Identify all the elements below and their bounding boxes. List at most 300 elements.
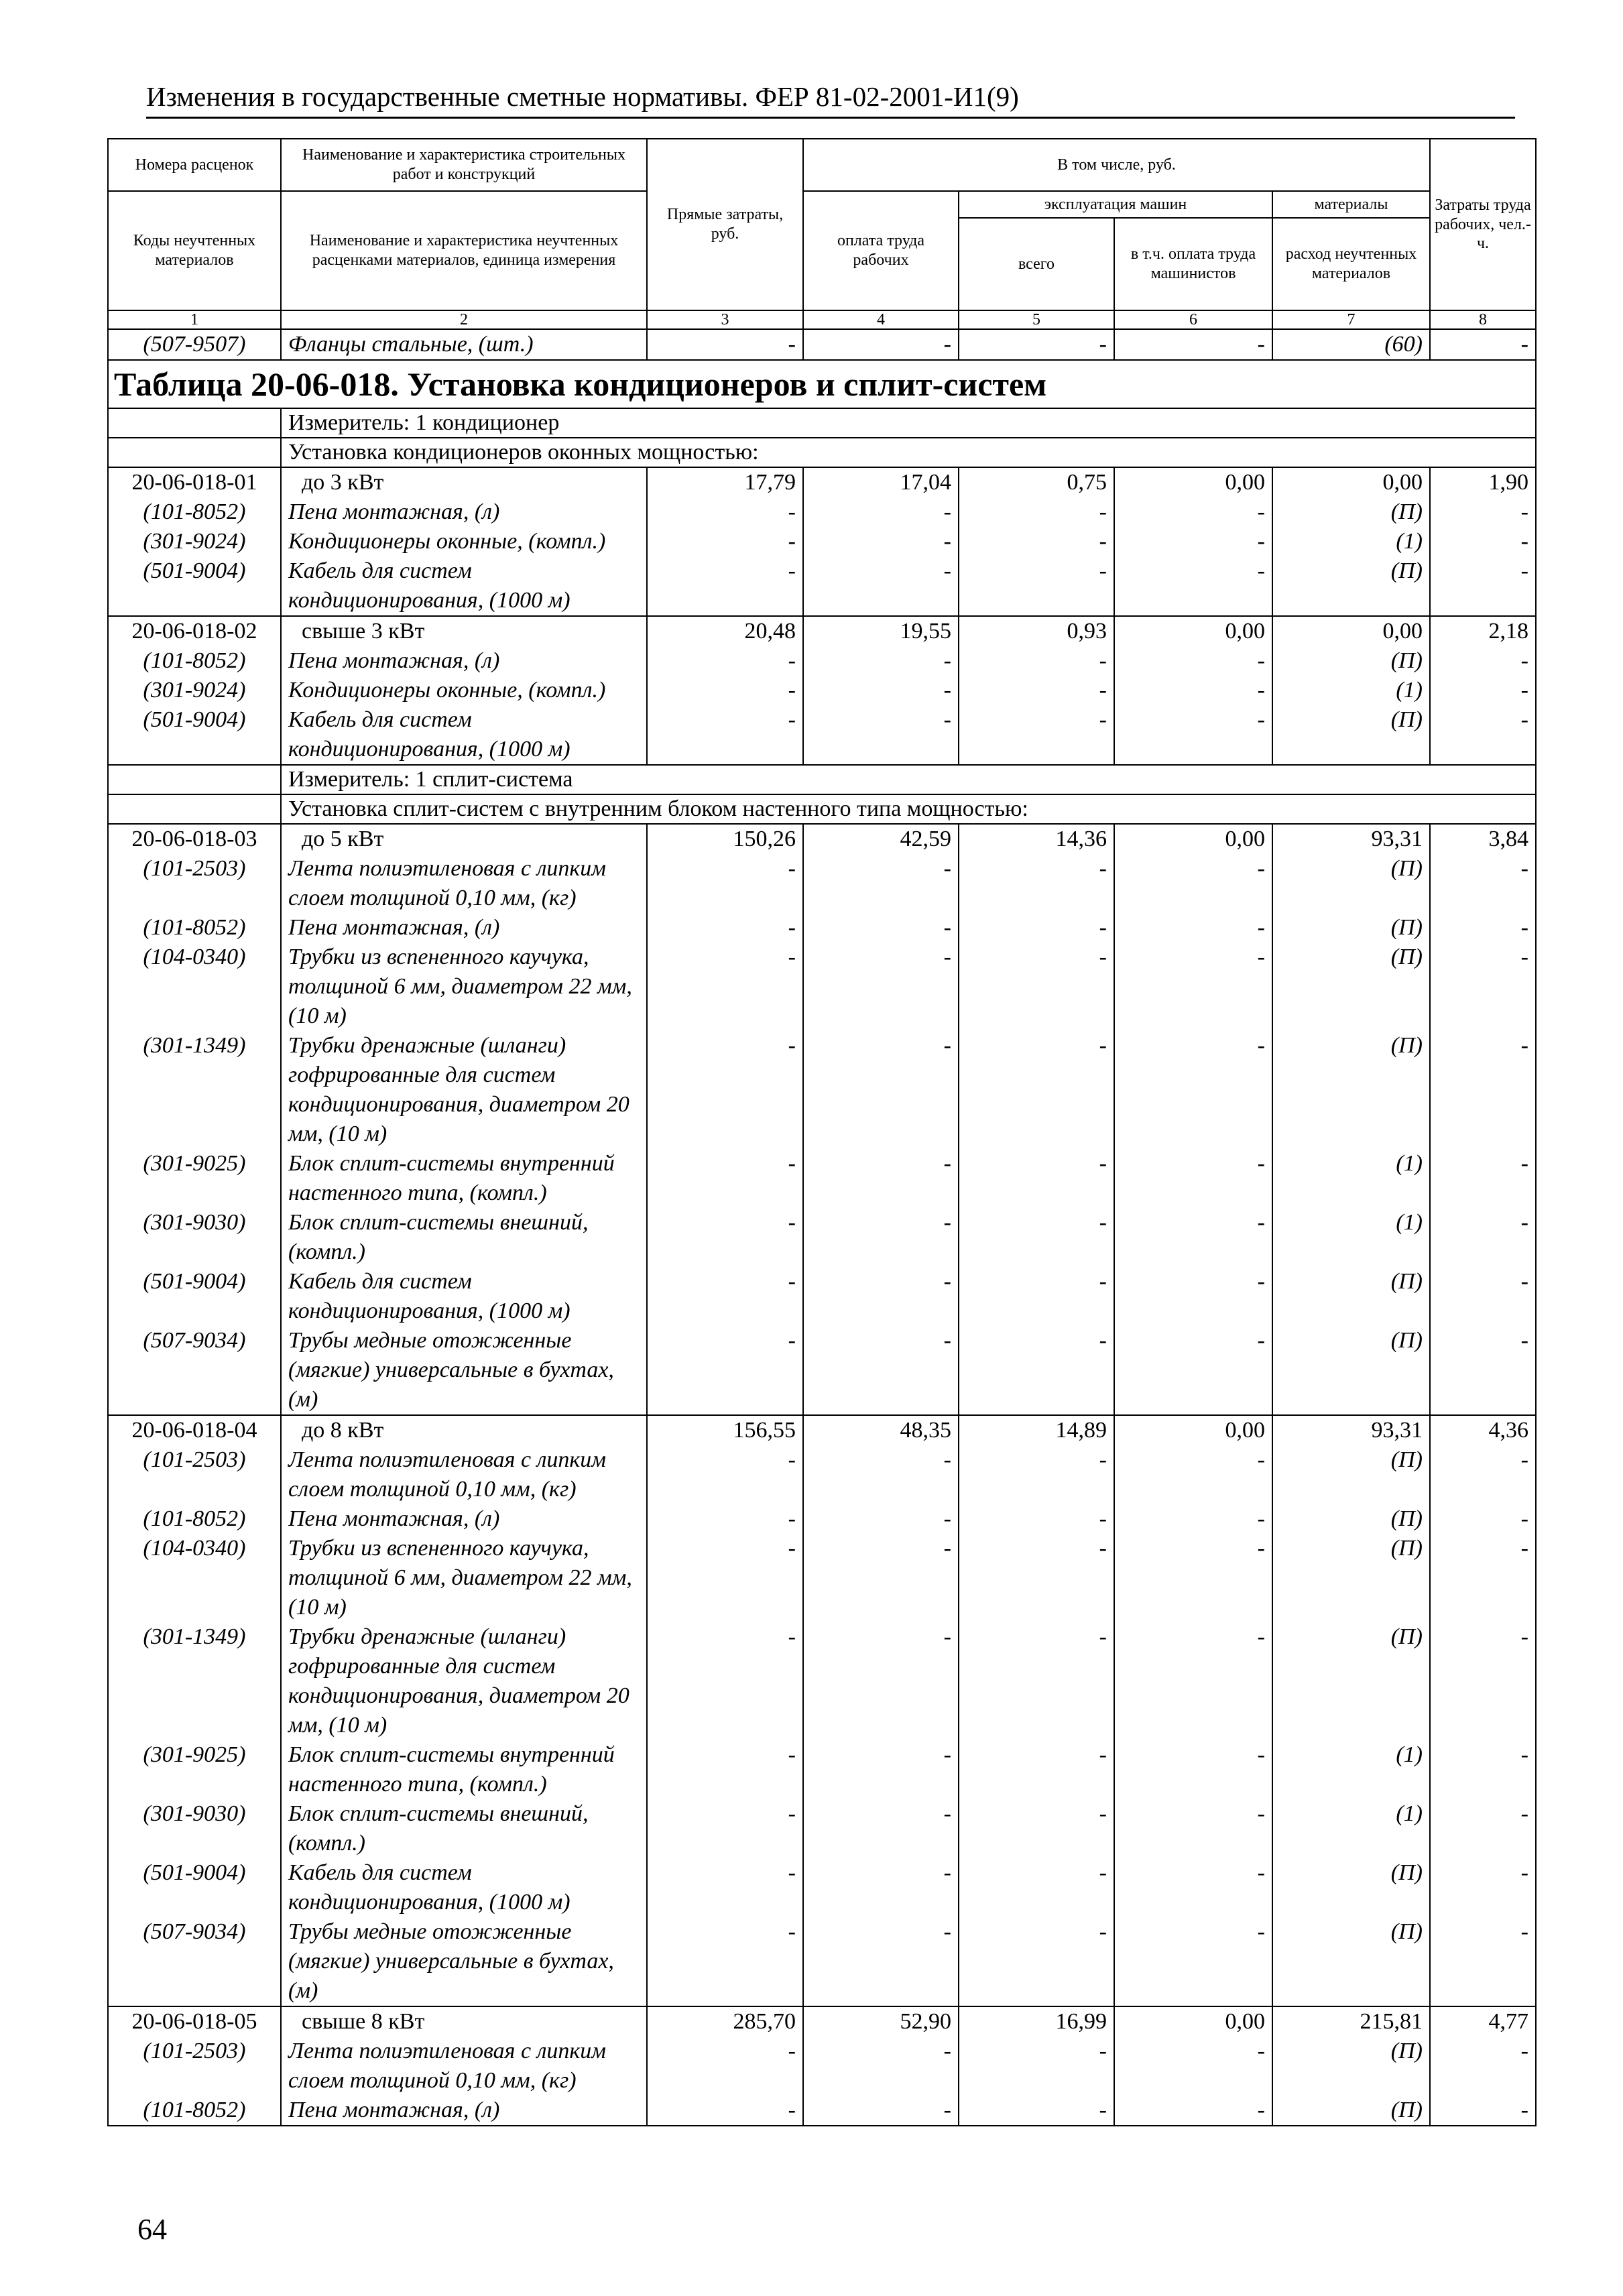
value-cell: - — [959, 1858, 1114, 1917]
value-cell: 4,36 — [1430, 1415, 1536, 1445]
material-row — [108, 943, 1536, 1031]
value-cell: 0,00 — [1114, 616, 1272, 646]
value-cell: - — [1430, 497, 1536, 527]
value-cell: (П) — [1272, 1445, 1430, 1504]
value-cell: - — [803, 1534, 959, 1622]
value-cell: (П) — [1272, 1326, 1430, 1415]
material-row — [108, 1031, 1536, 1149]
material-row — [108, 913, 1536, 943]
material-code: (301-1349) — [108, 1622, 281, 1740]
value-cell: 2,18 — [1430, 616, 1536, 646]
material-name: Трубы медные отожженные (мягкие) универсальные в бухтах, (м) — [281, 1917, 647, 2006]
value-cell: - — [1430, 1208, 1536, 1267]
value-cell: 19,55 — [803, 616, 959, 646]
value-cell: - — [803, 556, 959, 616]
value-cell: - — [647, 497, 803, 527]
value-cell: 17,79 — [647, 467, 803, 497]
material-code: (101-8052) — [108, 1504, 281, 1534]
material-row — [108, 676, 1536, 705]
material-code: (301-9030) — [108, 1208, 281, 1267]
value-cell: (1) — [1272, 1799, 1430, 1858]
value-cell: 0,00 — [1272, 616, 1430, 646]
material-name: Трубы медные отожженные (мягкие) универсальные в бухтах, (м) — [281, 1326, 647, 1415]
material-code: (501-9004) — [108, 1267, 281, 1326]
column-numbers-row — [108, 310, 1536, 329]
value-cell: - — [803, 2037, 959, 2096]
column-number: 6 — [1114, 310, 1272, 329]
value-cell: 20,48 — [647, 616, 803, 646]
column-number: 1 — [108, 310, 281, 329]
value-cell: - — [959, 1534, 1114, 1622]
material-name: Кондиционеры оконные, (компл.) — [281, 676, 647, 705]
value-cell: - — [803, 527, 959, 556]
value-cell: - — [959, 1799, 1114, 1858]
value-cell: (П) — [1272, 2096, 1430, 2126]
value-cell: - — [1430, 1799, 1536, 1858]
value-cell: - — [1114, 527, 1272, 556]
material-name: Трубки из вспененного каучука, толщиной 6 мм, диаметром 22 мм, (10 м) — [281, 943, 647, 1031]
rate-row — [108, 1415, 1536, 1445]
table-title: Таблица 20-06-018. Установка кондиционеров и сплит-систем — [108, 360, 1536, 408]
value-cell: - — [1430, 1149, 1536, 1208]
value-cell: - — [1114, 1326, 1272, 1415]
value-cell: (П) — [1272, 1504, 1430, 1534]
value-cell: - — [1114, 913, 1272, 943]
material-name: Пена монтажная, (л) — [281, 913, 647, 943]
value-cell: - — [1114, 1740, 1272, 1799]
value-cell: - — [803, 497, 959, 527]
material-name: Блок сплит-системы внешний, (компл.) — [281, 1208, 647, 1267]
value-cell: - — [803, 1799, 959, 1858]
value-cell: 93,31 — [1272, 1415, 1430, 1445]
value-cell: 16,99 — [959, 2006, 1114, 2037]
col7-header: расход неучтенных материалов — [1272, 218, 1430, 310]
section-label: Установка кондиционеров оконных мощностью: — [281, 438, 1536, 467]
material-name: Лента полиэтиленовая с липким слоем толщиной 0,10 мм, (кг) — [281, 1445, 647, 1504]
value-cell: - — [959, 1031, 1114, 1149]
material-row — [108, 1622, 1536, 1740]
section-row — [108, 438, 1536, 467]
value-cell: - — [1430, 646, 1536, 676]
material-row — [108, 1858, 1536, 1917]
material-name: Пена монтажная, (л) — [281, 497, 647, 527]
col3-header: Прямые затраты, руб. — [647, 139, 803, 310]
value-cell: - — [959, 913, 1114, 943]
material-row — [108, 2037, 1536, 2096]
value-cell: - — [1114, 1622, 1272, 1740]
material-row — [108, 1326, 1536, 1415]
value-cell: - — [1430, 1267, 1536, 1326]
material-code: (101-2503) — [108, 1445, 281, 1504]
value-cell: (П) — [1272, 556, 1430, 616]
value-cell: - — [647, 1799, 803, 1858]
value-cell: (П) — [1272, 854, 1430, 913]
value-cell: (П) — [1272, 2037, 1430, 2096]
value-cell: - — [647, 2096, 803, 2126]
col1-top-header: Номера расценок — [108, 139, 281, 191]
value-cell: - — [647, 1208, 803, 1267]
material-code: (507-9507) — [108, 329, 281, 360]
material-code: (501-9004) — [108, 705, 281, 765]
value-cell: - — [1430, 2096, 1536, 2126]
rate-code: 20-06-018-01 — [108, 467, 281, 497]
material-row — [108, 2096, 1536, 2126]
value-cell: - — [647, 2037, 803, 2096]
value-cell: - — [1114, 1445, 1272, 1504]
value-cell: - — [647, 854, 803, 913]
value-cell: - — [647, 527, 803, 556]
value-cell: - — [1430, 527, 1536, 556]
material-name: Трубки из вспененного каучука, толщиной 6 мм, диаметром 22 мм, (10 м) — [281, 1534, 647, 1622]
work-name: до 8 кВт — [281, 1415, 647, 1445]
value-cell: (П) — [1272, 646, 1430, 676]
material-code: (301-1349) — [108, 1031, 281, 1149]
material-row — [108, 1149, 1536, 1208]
material-name: Пена монтажная, (л) — [281, 2096, 647, 2126]
col5-header: всего — [959, 218, 1114, 310]
value-cell: 14,89 — [959, 1415, 1114, 1445]
value-cell: 150,26 — [647, 824, 803, 854]
value-cell: (П) — [1272, 497, 1430, 527]
value-cell: - — [1430, 329, 1536, 360]
value-cell: - — [803, 705, 959, 765]
value-cell: - — [1114, 329, 1272, 360]
material-row — [108, 1208, 1536, 1267]
value-cell: - — [959, 676, 1114, 705]
material-name: Лента полиэтиленовая с липким слоем толщиной 0,10 мм, (кг) — [281, 854, 647, 913]
value-cell: - — [647, 329, 803, 360]
column-number: 5 — [959, 310, 1114, 329]
value-cell: - — [803, 943, 959, 1031]
value-cell: - — [1114, 1504, 1272, 1534]
value-cell: - — [1114, 497, 1272, 527]
col1-bottom-header: Коды неучтенных материалов — [108, 191, 281, 310]
value-cell: - — [647, 705, 803, 765]
value-cell: - — [803, 1445, 959, 1504]
value-cell: - — [959, 329, 1114, 360]
value-cell: - — [959, 1917, 1114, 2006]
value-cell: - — [647, 1858, 803, 1917]
value-cell: - — [959, 854, 1114, 913]
material-name: Пена монтажная, (л) — [281, 1504, 647, 1534]
section-row — [108, 794, 1536, 824]
col6-header: в т.ч. оплата труда машинистов — [1114, 218, 1272, 310]
rates-table — [107, 138, 1537, 2126]
rate-row — [108, 616, 1536, 646]
blank-cell — [108, 408, 281, 438]
value-cell: 4,77 — [1430, 2006, 1536, 2037]
rates-table-container — [107, 138, 1535, 2126]
material-row — [108, 1917, 1536, 2006]
value-cell: - — [647, 676, 803, 705]
material-code: (301-9030) — [108, 1799, 281, 1858]
value-cell: - — [959, 527, 1114, 556]
value-cell: - — [1114, 705, 1272, 765]
value-cell: - — [959, 2096, 1114, 2126]
value-cell: 1,90 — [1430, 467, 1536, 497]
value-cell: 0,00 — [1114, 824, 1272, 854]
value-cell: - — [647, 1917, 803, 2006]
value-cell: - — [1430, 1445, 1536, 1504]
work-name: свыше 8 кВт — [281, 2006, 647, 2037]
value-cell: - — [1430, 943, 1536, 1031]
rate-code: 20-06-018-02 — [108, 616, 281, 646]
value-cell: - — [647, 943, 803, 1031]
material-name: Фланцы стальные, (шт.) — [281, 329, 647, 360]
value-cell: - — [1114, 646, 1272, 676]
work-name: до 5 кВт — [281, 824, 647, 854]
value-cell: (П) — [1272, 705, 1430, 765]
value-cell: - — [1114, 1149, 1272, 1208]
material-row — [108, 1504, 1536, 1534]
work-name: до 3 кВт — [281, 467, 647, 497]
material-code: (301-9024) — [108, 527, 281, 556]
material-code: (104-0340) — [108, 943, 281, 1031]
value-cell: - — [647, 1326, 803, 1415]
value-cell: - — [959, 1445, 1114, 1504]
value-cell: - — [959, 1149, 1114, 1208]
value-cell: 0,75 — [959, 467, 1114, 497]
value-cell: (1) — [1272, 676, 1430, 705]
material-row — [108, 556, 1536, 616]
value-cell: - — [1114, 943, 1272, 1031]
value-cell: - — [1114, 1267, 1272, 1326]
rate-code: 20-06-018-04 — [108, 1415, 281, 1445]
value-cell: - — [959, 705, 1114, 765]
value-cell: - — [803, 854, 959, 913]
value-cell: - — [959, 2037, 1114, 2096]
column-number: 3 — [647, 310, 803, 329]
value-cell: - — [803, 1917, 959, 2006]
material-row — [108, 527, 1536, 556]
col2-bottom-header: Наименование и характеристика неучтенных расценками материалов, единица измерения — [281, 191, 647, 310]
value-cell: - — [1114, 1031, 1272, 1149]
value-cell: (60) — [1272, 329, 1430, 360]
material-name: Блок сплит-системы внутренний настенного типа, (компл.) — [281, 1149, 647, 1208]
value-cell: - — [1430, 2037, 1536, 2096]
section-label: Установка сплит-систем с внутренним блоком настенного типа мощностью: — [281, 794, 1536, 824]
material-code: (301-9025) — [108, 1149, 281, 1208]
value-cell: - — [803, 1740, 959, 1799]
material-code: (101-8052) — [108, 646, 281, 676]
meter-row — [108, 765, 1536, 794]
value-cell: - — [647, 913, 803, 943]
value-cell: - — [647, 1031, 803, 1149]
value-cell: - — [1430, 705, 1536, 765]
value-cell: - — [1114, 676, 1272, 705]
meter-label: Измеритель: 1 сплит-система — [281, 765, 1536, 794]
value-cell: - — [647, 1504, 803, 1534]
value-cell: 215,81 — [1272, 2006, 1430, 2037]
material-row — [108, 1799, 1536, 1858]
value-cell: (П) — [1272, 1858, 1430, 1917]
value-cell: - — [1114, 1799, 1272, 1858]
value-cell: (П) — [1272, 913, 1430, 943]
blank-cell — [108, 765, 281, 794]
material-name: Блок сплит-системы внешний, (компл.) — [281, 1799, 647, 1858]
value-cell: 3,84 — [1430, 824, 1536, 854]
material-row — [108, 646, 1536, 676]
material-code: (301-9024) — [108, 676, 281, 705]
value-cell: - — [1430, 1917, 1536, 2006]
rate-code: 20-06-018-05 — [108, 2006, 281, 2037]
value-cell: - — [803, 1208, 959, 1267]
header-row-mid — [108, 191, 1536, 218]
value-cell: - — [1114, 854, 1272, 913]
value-cell: 0,00 — [1114, 1415, 1272, 1445]
value-cell: - — [1430, 1326, 1536, 1415]
value-cell: - — [1430, 1504, 1536, 1534]
value-cell: - — [1114, 1858, 1272, 1917]
value-cell: - — [1430, 913, 1536, 943]
group-header-materials: материалы — [1272, 191, 1430, 218]
material-code: (301-9025) — [108, 1740, 281, 1799]
blank-cell — [108, 438, 281, 467]
value-cell: - — [1430, 1031, 1536, 1149]
value-cell: 42,59 — [803, 824, 959, 854]
value-cell: - — [803, 2096, 959, 2126]
group-header-machines: эксплуатация машин — [959, 191, 1272, 218]
value-cell: - — [803, 646, 959, 676]
rate-code: 20-06-018-03 — [108, 824, 281, 854]
material-name: Кабель для систем кондиционирования, (1000 м) — [281, 1858, 647, 1917]
col8-header: Затраты труда рабочих, чел.-ч. — [1430, 139, 1536, 310]
material-name: Кабель для систем кондиционирования, (1000 м) — [281, 556, 647, 616]
column-number: 2 — [281, 310, 647, 329]
value-cell: - — [803, 329, 959, 360]
material-name: Кабель для систем кондиционирования, (1000 м) — [281, 705, 647, 765]
value-cell: - — [647, 1622, 803, 1740]
document-title: Изменения в государственные сметные нормативы. ФЕР 81-02-2001-И1(9) — [146, 81, 1019, 112]
value-cell: 52,90 — [803, 2006, 959, 2037]
value-cell: - — [959, 1622, 1114, 1740]
table-title-row — [108, 360, 1536, 408]
value-cell: - — [647, 646, 803, 676]
column-number: 7 — [1272, 310, 1430, 329]
page-header — [146, 80, 1515, 119]
value-cell: - — [1430, 1622, 1536, 1740]
material-code: (101-8052) — [108, 913, 281, 943]
material-code: (507-9034) — [108, 1917, 281, 2006]
work-name: свыше 3 кВт — [281, 616, 647, 646]
value-cell: - — [1114, 1917, 1272, 2006]
value-cell: 93,31 — [1272, 824, 1430, 854]
value-cell: - — [959, 1267, 1114, 1326]
value-cell: - — [803, 1326, 959, 1415]
material-row — [108, 1267, 1536, 1326]
value-cell: - — [803, 1267, 959, 1326]
col4-header: оплата труда рабочих — [803, 191, 959, 310]
value-cell: - — [1114, 2096, 1272, 2126]
value-cell: (П) — [1272, 1534, 1430, 1622]
material-code: (501-9004) — [108, 1858, 281, 1917]
value-cell: - — [959, 1326, 1114, 1415]
material-name: Лента полиэтиленовая с липким слоем толщиной 0,10 мм, (кг) — [281, 2037, 647, 2096]
material-code: (104-0340) — [108, 1534, 281, 1622]
value-cell: - — [1114, 1208, 1272, 1267]
material-row — [108, 1445, 1536, 1504]
value-cell: 156,55 — [647, 1415, 803, 1445]
value-cell: 0,00 — [1114, 2006, 1272, 2037]
value-cell: - — [803, 1858, 959, 1917]
value-cell: - — [959, 1208, 1114, 1267]
material-code: (507-9034) — [108, 1326, 281, 1415]
page-number: 64 — [137, 2213, 167, 2246]
value-cell: - — [959, 556, 1114, 616]
value-cell: (1) — [1272, 1149, 1430, 1208]
material-code: (501-9004) — [108, 556, 281, 616]
material-name: Кабель для систем кондиционирования, (1000 м) — [281, 1267, 647, 1326]
value-cell: - — [959, 1740, 1114, 1799]
material-code: (101-2503) — [108, 2037, 281, 2096]
carry-over-row — [108, 329, 1536, 360]
value-cell: 0,93 — [959, 616, 1114, 646]
material-name: Трубки дренажные (шланги) гофрированные для систем кондиционирования, диаметром 20 мм, (10 м) — [281, 1031, 647, 1149]
value-cell: - — [1430, 854, 1536, 913]
value-cell: - — [959, 1504, 1114, 1534]
column-number: 8 — [1430, 310, 1536, 329]
meter-row — [108, 408, 1536, 438]
material-name: Трубки дренажные (шланги) гофрированные для систем кондиционирования, диаметром 20 мм, (10 м) — [281, 1622, 647, 1740]
value-cell: - — [803, 676, 959, 705]
value-cell: 0,00 — [1114, 467, 1272, 497]
value-cell: (П) — [1272, 943, 1430, 1031]
material-name: Пена монтажная, (л) — [281, 646, 647, 676]
value-cell: - — [803, 1149, 959, 1208]
value-cell: - — [1430, 1534, 1536, 1622]
meter-label: Измеритель: 1 кондиционер — [281, 408, 1536, 438]
column-number: 4 — [803, 310, 959, 329]
value-cell: (П) — [1272, 1031, 1430, 1149]
value-cell: - — [1430, 556, 1536, 616]
material-row — [108, 497, 1536, 527]
value-cell: (П) — [1272, 1917, 1430, 2006]
value-cell: (1) — [1272, 1740, 1430, 1799]
group-header-all: В том числе, руб. — [803, 139, 1430, 191]
value-cell: - — [1430, 1858, 1536, 1917]
value-cell: - — [647, 1149, 803, 1208]
material-code: (101-8052) — [108, 2096, 281, 2126]
col2-top-header: Наименование и характеристика строительных работ и конструкций — [281, 139, 647, 191]
value-cell: 285,70 — [647, 2006, 803, 2037]
value-cell: 0,00 — [1272, 467, 1430, 497]
value-cell: (1) — [1272, 1208, 1430, 1267]
value-cell: - — [1114, 556, 1272, 616]
value-cell: - — [959, 497, 1114, 527]
value-cell: (П) — [1272, 1267, 1430, 1326]
rate-row — [108, 2006, 1536, 2037]
value-cell: 14,36 — [959, 824, 1114, 854]
rate-row — [108, 824, 1536, 854]
value-cell: - — [803, 1504, 959, 1534]
value-cell: - — [959, 646, 1114, 676]
value-cell: - — [647, 1267, 803, 1326]
value-cell: (1) — [1272, 527, 1430, 556]
value-cell: - — [803, 1622, 959, 1740]
material-row — [108, 854, 1536, 913]
value-cell: - — [647, 1445, 803, 1504]
material-row — [108, 1740, 1536, 1799]
value-cell: - — [1114, 2037, 1272, 2096]
value-cell: - — [1430, 676, 1536, 705]
material-name: Кондиционеры оконные, (компл.) — [281, 527, 647, 556]
material-code: (101-2503) — [108, 854, 281, 913]
material-row — [108, 705, 1536, 765]
value-cell: - — [647, 1740, 803, 1799]
value-cell: - — [647, 556, 803, 616]
value-cell: - — [647, 1534, 803, 1622]
value-cell: - — [1114, 1534, 1272, 1622]
